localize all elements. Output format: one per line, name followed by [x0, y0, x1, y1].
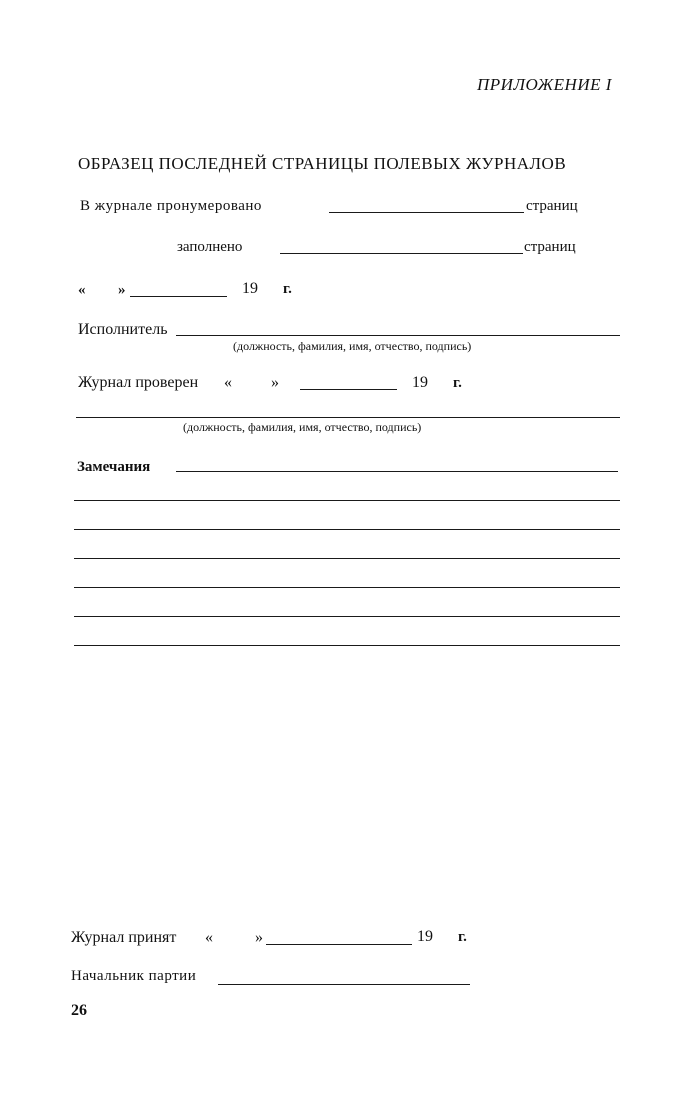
- accepted-year: 19: [417, 928, 433, 945]
- date-open-quote: «: [78, 282, 86, 298]
- page-number: 26: [71, 1002, 87, 1019]
- date-year: 19: [242, 280, 258, 297]
- party-chief-signature-line[interactable]: [218, 984, 470, 985]
- date-close-quote: »: [118, 282, 126, 298]
- page-title: ОБРАЗЕЦ ПОСЛЕДНЕЙ СТРАНИЦЫ ПОЛЕВЫХ ЖУРНАЛОВ: [78, 154, 567, 173]
- numbered-suffix: страниц: [526, 198, 578, 214]
- checked-month-line[interactable]: [300, 389, 397, 390]
- accepted-open-quote: «: [205, 929, 213, 946]
- remarks-label: Замечания: [77, 459, 151, 475]
- accepted-label: Журнал принят: [71, 929, 177, 946]
- remarks-line[interactable]: [74, 587, 620, 588]
- remarks-line[interactable]: [74, 616, 620, 617]
- accepted-year-suffix: г.: [458, 929, 467, 945]
- checked-year-suffix: г.: [453, 375, 462, 391]
- remarks-line[interactable]: [74, 558, 620, 559]
- checked-label: Журнал проверен: [78, 374, 199, 391]
- numbered-label: В журнале пронумеровано: [80, 198, 262, 214]
- accepted-month-line[interactable]: [266, 944, 412, 945]
- date-month-line[interactable]: [130, 296, 227, 297]
- accepted-close-quote: »: [255, 929, 263, 946]
- numbered-count-line[interactable]: [329, 212, 524, 213]
- date-year-suffix: г.: [283, 281, 292, 297]
- checked-close-quote: »: [271, 374, 279, 391]
- checked-year: 19: [412, 374, 428, 391]
- checked-open-quote: «: [224, 374, 232, 391]
- remarks-line[interactable]: [74, 529, 620, 530]
- executor-line[interactable]: [176, 335, 620, 336]
- executor-caption: (должность, фамилия, имя, отчество, подпись): [233, 339, 472, 353]
- party-chief-label: Начальник партии: [71, 968, 197, 984]
- remarks-line[interactable]: [74, 500, 620, 501]
- checked-caption: (должность, фамилия, имя, отчество, подпись): [183, 420, 422, 434]
- checked-signature-line[interactable]: [76, 417, 620, 418]
- filled-label: заполнено: [177, 239, 243, 255]
- filled-suffix: страниц: [524, 239, 576, 255]
- executor-label: Исполнитель: [78, 321, 168, 338]
- remarks-line[interactable]: [74, 645, 620, 646]
- appendix-label: ПРИЛОЖЕНИЕ I: [477, 75, 612, 94]
- remarks-line[interactable]: [176, 471, 618, 472]
- filled-count-line[interactable]: [280, 253, 523, 254]
